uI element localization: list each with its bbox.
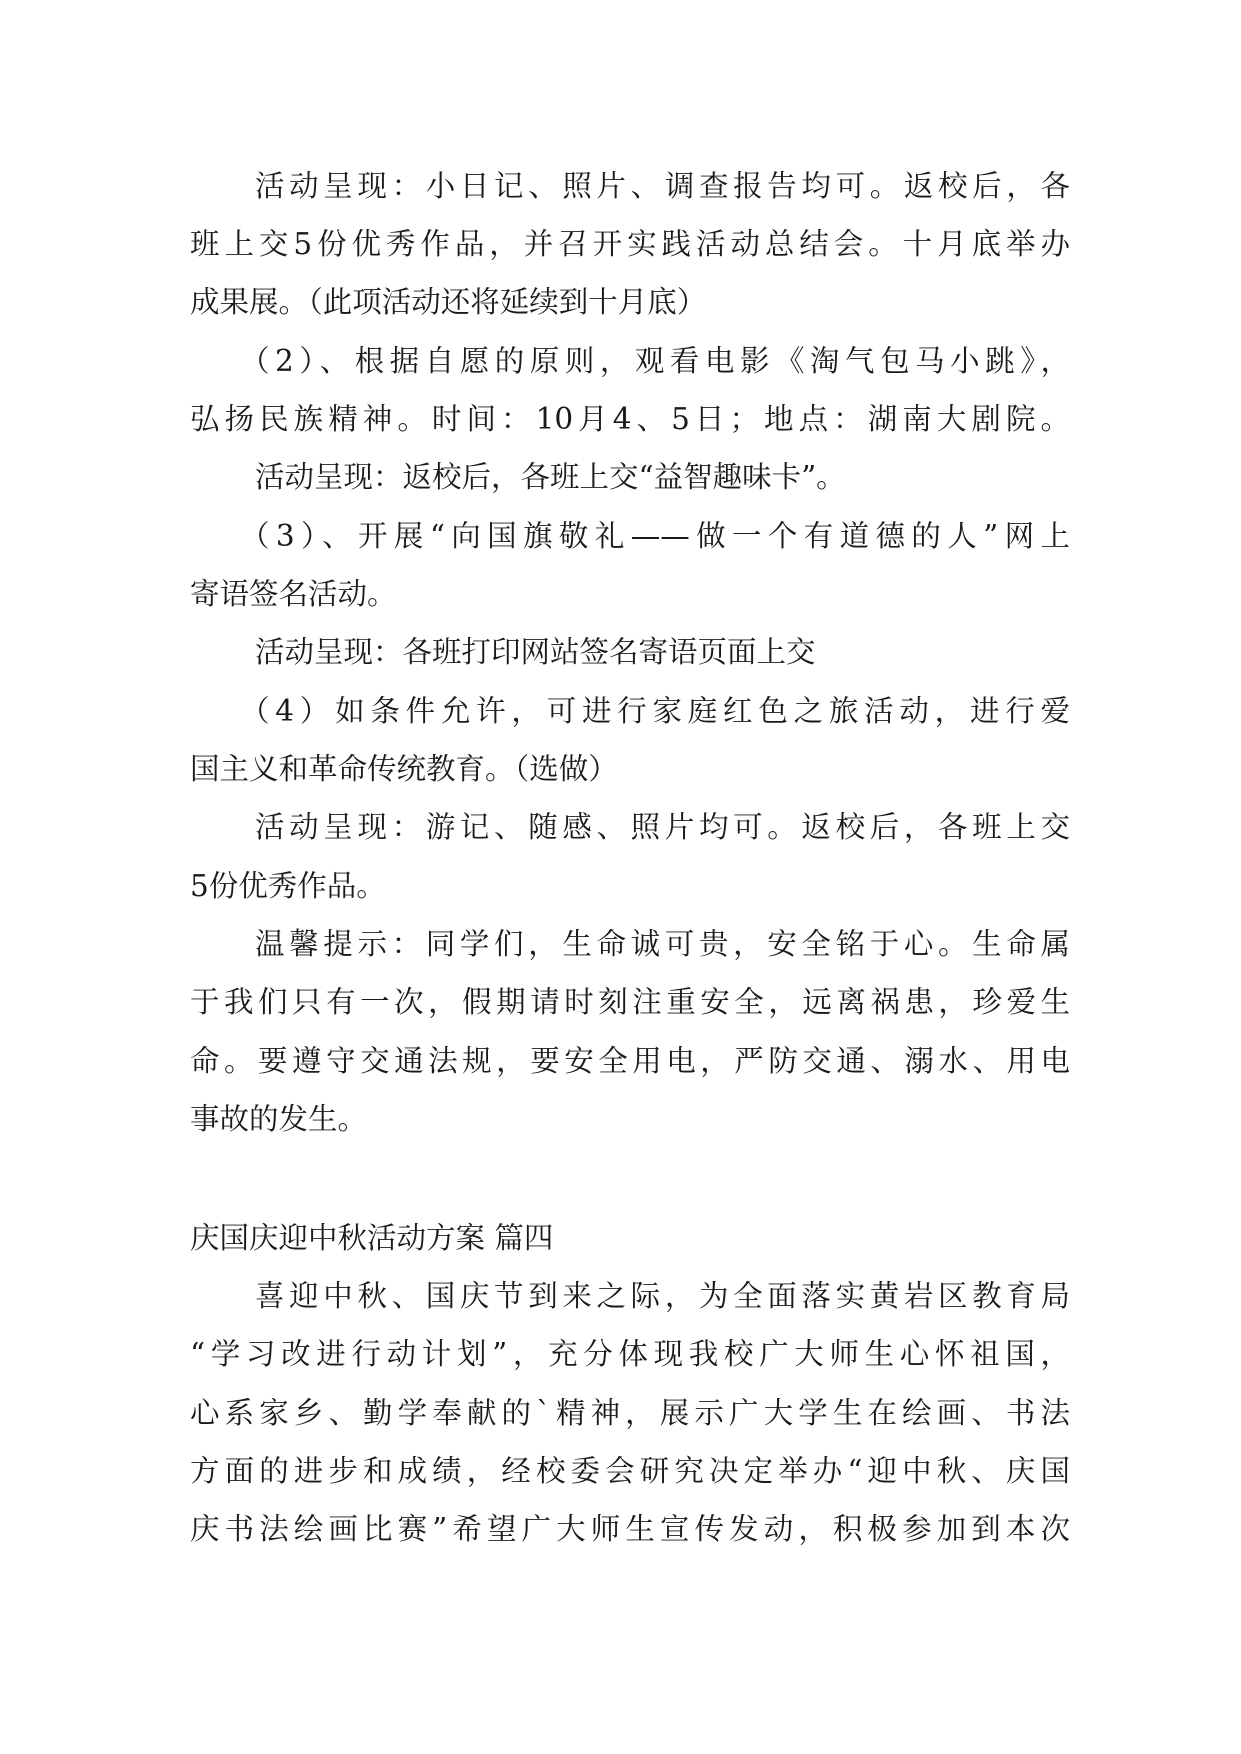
paragraph-line: 寄语签名活动。 — [190, 577, 397, 611]
paragraph-line: 心系家乡、勤学奉献的`精神，展示广大学生在绘画、书法 — [190, 1396, 1070, 1430]
paragraph-line: 事故的发生。 — [190, 1102, 368, 1136]
paragraph-line: 命。要遵守交通法规，要安全用电，严防交通、溺水、用电 — [190, 1044, 1070, 1078]
paragraph-line: （2）、根据自愿的原则，观看电影《淘气包马小跳》， — [240, 344, 1070, 378]
paragraph-line: 成果展。（此项活动还将延续到十月底） — [190, 285, 707, 319]
paragraph-line: 方面的进步和成绩，经校委会研究决定举办“迎中秋、庆国 — [190, 1454, 1070, 1488]
paragraph-line: 活动呈现：游记、随感、照片均可。返校后，各班上交 — [255, 810, 1070, 844]
paragraph-line: （3）、开展“向国旗敬礼——做一个有道德的人”网上 — [240, 519, 1070, 553]
paragraph-line: 温馨提示：同学们，生命诚可贵，安全铭于心。生命属 — [255, 927, 1070, 961]
paragraph-line: 活动呈现：各班打印网站签名寄语页面上交 — [255, 635, 816, 669]
paragraph-line: 班上交5份优秀作品，并召开实践活动总结会。十月底举办 — [190, 227, 1070, 261]
paragraph-line: 国主义和革命传统教育。（选做） — [190, 752, 618, 786]
paragraph-line: 喜迎中秋、国庆节到来之际，为全面落实黄岩区教育局 — [255, 1279, 1070, 1313]
paragraph-line: “学习改进行动计划”，充分体现我校广大师生心怀祖国， — [190, 1337, 1070, 1371]
paragraph-line: 庆书法绘画比赛”希望广大师生宣传发动，积极参加到本次 — [190, 1512, 1070, 1546]
paragraph-line: 5份优秀作品。 — [190, 869, 386, 903]
paragraph-line: 活动呈现：返校后，各班上交“益智趣味卡”。 — [255, 460, 846, 494]
paragraph-line: 弘扬民族精神。时间：10月4、5日；地点：湖南大剧院。 — [190, 402, 1070, 436]
paragraph-line: 于我们只有一次，假期请时刻注重安全，远离祸患，珍爱生 — [190, 985, 1070, 1019]
paragraph-line: （4）如条件允许，可进行家庭红色之旅活动，进行爱 — [240, 694, 1070, 728]
paragraph-line: 活动呈现：小日记、照片、调查报告均可。返校后，各 — [255, 169, 1070, 203]
section-heading: 庆国庆迎中秋活动方案 篇四 — [190, 1221, 554, 1255]
